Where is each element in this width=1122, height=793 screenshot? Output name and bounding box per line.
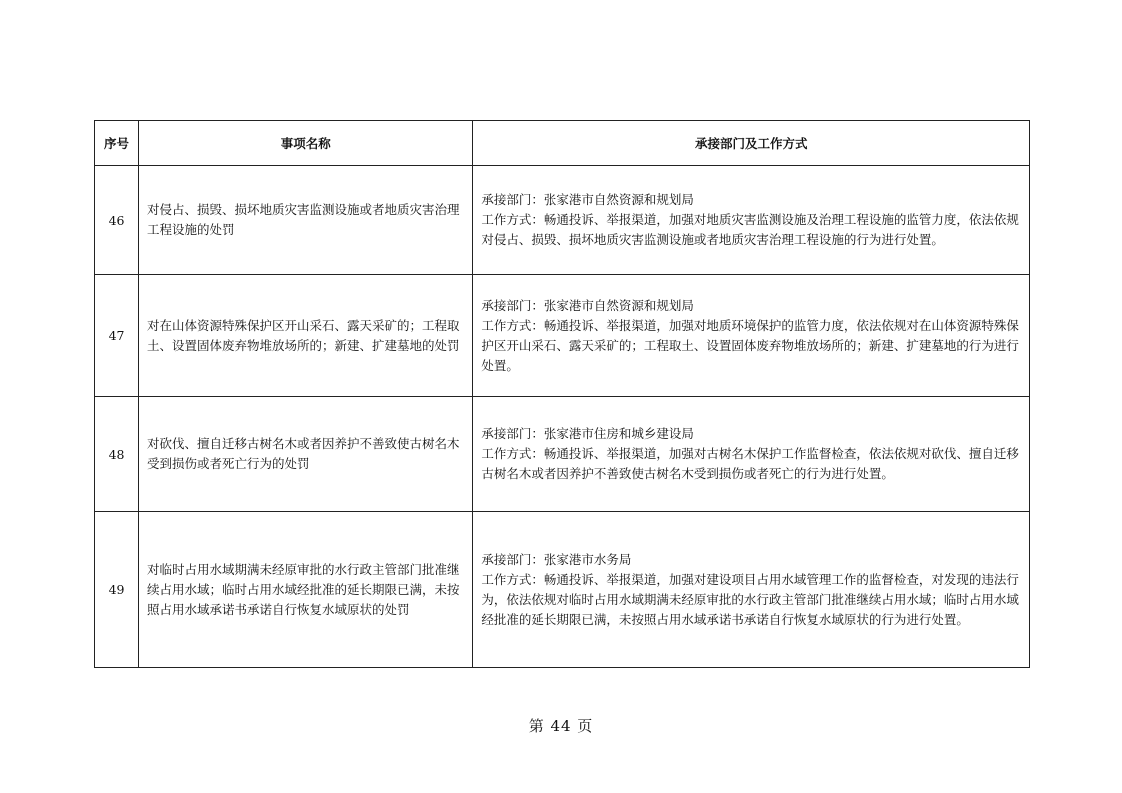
table-row bbox=[95, 397, 1030, 512]
header-matter-name: 事项名称 bbox=[139, 121, 473, 166]
department-cell bbox=[473, 166, 1030, 275]
row-number: 47 bbox=[95, 275, 139, 397]
department-name: 承接部门：张家港市自然资源和规划局 bbox=[481, 297, 694, 313]
matter-name: 对砍伐、擅自迁移古树名木或者因养护不善致使古树名木受到损伤或者死亡行为的处罚 bbox=[139, 397, 473, 512]
row-number: 48 bbox=[95, 397, 139, 512]
table-row bbox=[95, 512, 1030, 668]
row-number: 46 bbox=[95, 166, 139, 275]
matter-name: 对侵占、损毁、损坏地质灾害监测设施或者地质灾害治理工程设施的处罚 bbox=[139, 166, 473, 275]
page-number: 第 44 页 bbox=[528, 717, 594, 735]
matters-table bbox=[94, 120, 1030, 668]
header-serial-number: 序号 bbox=[95, 121, 139, 166]
row-number: 49 bbox=[95, 512, 139, 668]
work-method: 工作方式：畅通投诉、举报渠道，加强对建设项目占用水域管理工作的监督检查，对发现的违法行为，依法依规对临时占用水域期满未经原审批的水行政主管部门批准继续占用水域；临时占用水域经批准的延长期限已满，未按照占用水域承诺书承诺自行恢复水域原状的行为进行处置。 bbox=[481, 571, 1019, 627]
department-name: 承接部门：张家港市水务局 bbox=[481, 551, 632, 567]
department-name: 承接部门：张家港市住房和城乡建设局 bbox=[481, 426, 694, 441]
matter-name: 对临时占用水域期满未经原审批的水行政主管部门批准继续占用水域；临时占用水域经批准的延长期限已满，未按照占用水域承诺书承诺自行恢复水域原状的处罚 bbox=[139, 512, 473, 668]
department-cell bbox=[473, 512, 1030, 668]
department-cell bbox=[473, 397, 1030, 512]
work-method: 工作方式：畅通投诉、举报渠道，加强对古树名木保护工作监督检查，依法依规对砍伐、擅自迁移古树名木或者因养护不善致使古树名木受到损伤或者死亡的行为进行处置。 bbox=[481, 446, 1019, 481]
work-method: 工作方式：畅通投诉、举报渠道，加强对地质灾害监测设施及治理工程设施的监管力度，依法依规对侵占、损毁、损坏地质灾害监测设施或者地质灾害治理工程设施的行为进行处置。 bbox=[481, 212, 1019, 247]
matter-name: 对在山体资源特殊保护区开山采石、露天采矿的；工程取土、设置固体废弃物堆放场所的；新建、扩建墓地的处罚 bbox=[139, 275, 473, 397]
table-row bbox=[95, 275, 1030, 397]
header-department-method: 承接部门及工作方式 bbox=[473, 121, 1030, 166]
department-name: 承接部门：张家港市自然资源和规划局 bbox=[481, 192, 694, 207]
work-method: 工作方式：畅通投诉、举报渠道，加强对地质环境保护的监管力度，依法依规对在山体资源特殊保护区开山采石、露天采矿的；工程取土、设置固体废弃物堆放场所的；新建、扩建墓地的行为进行处置。 bbox=[481, 317, 1019, 373]
department-cell bbox=[473, 275, 1030, 397]
table-row bbox=[95, 166, 1030, 275]
table-header-row bbox=[95, 121, 1030, 166]
